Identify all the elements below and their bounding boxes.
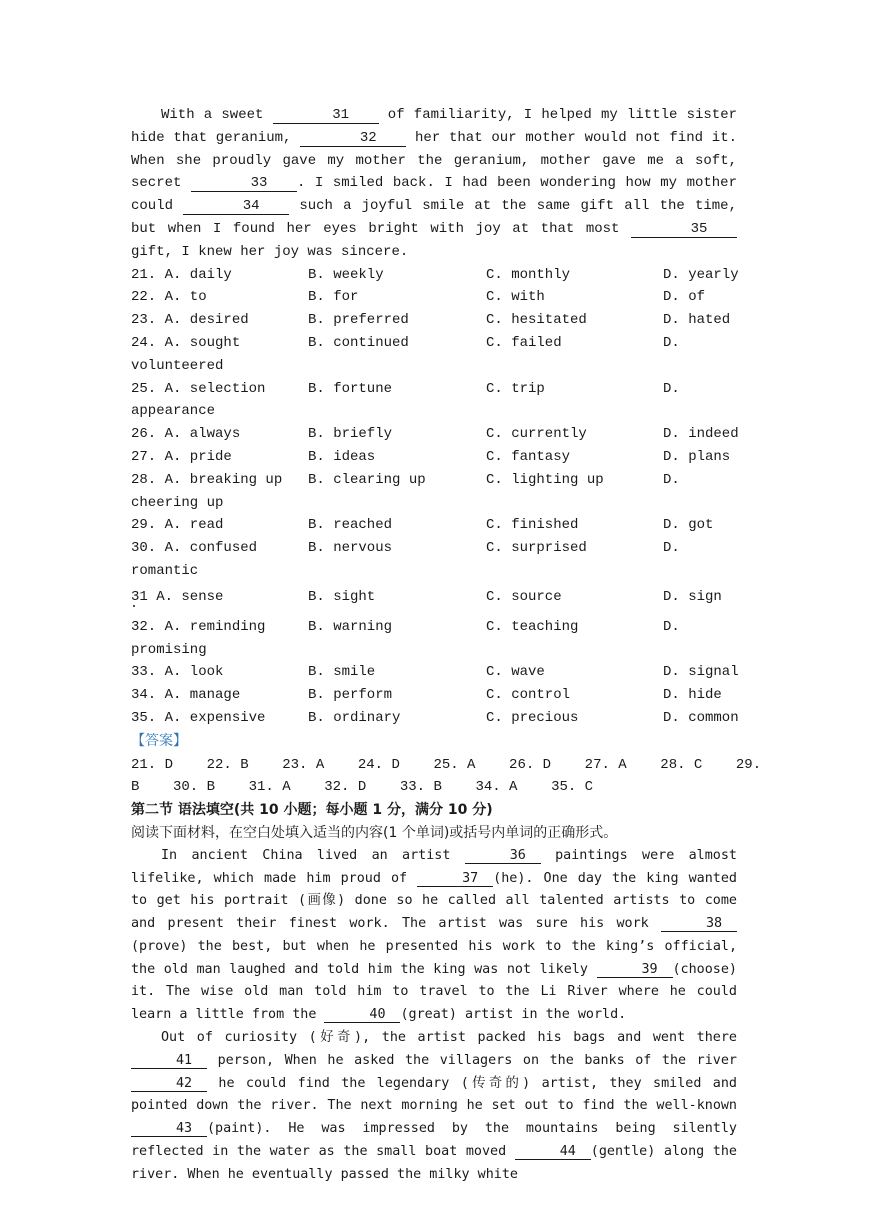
option-d-continued: cheering up — [131, 494, 224, 511]
blank-43: 43 — [131, 1121, 207, 1137]
option-b: B. continued — [308, 334, 409, 351]
option-b: B. preferred — [308, 312, 409, 329]
option-c: C. wave — [486, 664, 545, 681]
option-c: C. currently — [486, 426, 587, 443]
option-a: 35. A. expensive — [131, 709, 266, 726]
option-a: 34. A. manage — [131, 687, 241, 704]
passage-text: her that our mother would not find it. When she proudly gave my mother the geranium, mother gave me a soft, secret — [131, 129, 738, 192]
passage-text: (great) artist in the world. — [400, 1007, 627, 1023]
option-a: 23. A. desired — [131, 312, 249, 329]
option-d: D. of — [663, 289, 706, 306]
option-a: 32. A. reminding — [131, 618, 266, 635]
option-d: D. — [663, 471, 680, 488]
option-c: C. lighting up — [486, 471, 604, 488]
option-b: B. reached — [308, 517, 393, 534]
option-b: B. briefly — [308, 426, 393, 443]
option-d: D. signal — [663, 664, 739, 681]
section-instruction: 阅读下面材料，在空白处填入适当的内容(1 个单词)或括号内单词的正确形式。 — [131, 824, 618, 841]
question-row — [131, 423, 737, 446]
option-b: B. ordinary — [308, 709, 401, 726]
question-row — [131, 286, 737, 309]
option-c: C. trip — [486, 380, 545, 397]
option-b: B. ideas — [308, 448, 376, 465]
question-row — [131, 514, 737, 537]
passage-text: With a sweet — [161, 107, 273, 123]
question-row — [131, 264, 737, 287]
passage-text: (paint). He was impressed by the mountains being silently reflected in the water as the small boat moved — [131, 1121, 737, 1160]
blank-34: 34 — [183, 199, 289, 215]
blank-44: 44 — [515, 1144, 591, 1160]
question-row — [131, 586, 737, 616]
option-d: D. — [663, 334, 680, 351]
option-a: 30. A. confused — [131, 540, 258, 557]
option-a: 25. A. selection — [131, 380, 266, 397]
option-b: B. sight — [308, 588, 376, 605]
option-c: C. with — [486, 289, 545, 306]
option-b: B. clearing up — [308, 471, 426, 488]
passage-text: (choose) it. The wise old man told him to travel to the Li River where he could learn a little from the — [131, 961, 737, 1023]
option-a: 26. A. always — [131, 426, 241, 443]
grammar-passage-para2 — [131, 1027, 737, 1187]
passage-text: (he). One day the king wanted to get his portrait (画像) done so he called all talented artists to come and present their finest work. The artist was sure his work — [131, 870, 737, 932]
option-b: B. warning — [308, 618, 393, 635]
option-b: B. nervous — [308, 540, 393, 557]
question-row — [131, 469, 737, 492]
passage-text: In ancient China lived an artist — [161, 847, 465, 863]
document-page — [131, 104, 762, 1187]
question-row — [131, 707, 737, 730]
passage-text: person, When he asked the villagers on the banks of the river — [207, 1052, 737, 1068]
option-d: D. common — [663, 709, 739, 726]
question-row — [131, 537, 737, 560]
option-a: 22. A. to — [131, 289, 207, 306]
option-d: D. indeed — [663, 426, 739, 443]
option-b: B. for — [308, 289, 359, 306]
option-a: 24. A. sought — [131, 334, 241, 351]
option-d-continued: promising — [131, 641, 207, 658]
question-row — [131, 332, 737, 355]
cloze-passage-part1 — [131, 104, 737, 264]
question-row — [131, 684, 737, 707]
passage-text: he could find the legendary (传奇的) artist, they smiled and pointed down the river. The next morning he set out to find the well-known — [131, 1075, 737, 1114]
blank-40: 40 — [324, 1007, 400, 1023]
passage-text: such a joyful smile at the same gift all the time, but when I found her eyes bright with joy at that most — [131, 198, 737, 237]
option-b: B. perform — [308, 687, 393, 704]
passage-text: Out of curiosity (好奇), the artist packed his bags and went there — [161, 1030, 737, 1046]
option-d: D. — [663, 380, 680, 397]
option-a: 31 A. sense — [131, 586, 223, 609]
option-c: C. finished — [486, 517, 579, 534]
blank-36: 36 — [465, 848, 541, 864]
option-c: C. fantasy — [486, 448, 571, 465]
option-c: C. precious — [486, 709, 579, 726]
option-d: D. sign — [663, 588, 722, 605]
answer-key — [131, 730, 762, 799]
blank-41: 41 — [131, 1053, 207, 1069]
question-row — [131, 446, 737, 469]
option-c: C. surprised — [486, 540, 587, 557]
option-a: 29. A. read — [131, 517, 224, 534]
option-d-continued: appearance — [131, 403, 216, 420]
option-a: 33. A. look — [131, 664, 224, 681]
passage-text: . I smiled back. I had been wondering how my mother could — [131, 175, 737, 215]
blank-42: 42 — [131, 1076, 207, 1092]
option-a: 27. A. pride — [131, 448, 232, 465]
option-c: C. monthly — [486, 266, 571, 283]
question-row — [131, 309, 737, 332]
option-b: B. weekly — [308, 266, 384, 283]
option-c: C. control — [486, 687, 571, 704]
answer-line2: B 30. B 31. A 32. D 33. B 34. A 35. C — [131, 779, 594, 796]
option-d: D. hated — [663, 312, 731, 329]
grammar-passage-para1 — [131, 845, 737, 1027]
blank-35: 35 — [631, 222, 737, 238]
blank-38: 38 — [661, 916, 737, 932]
option-d: D. — [663, 618, 680, 635]
option-c: C. failed — [486, 334, 562, 351]
option-b: B. fortune — [308, 380, 393, 397]
answer-tag: 【答案】 — [131, 732, 187, 749]
option-c: C. teaching — [486, 618, 579, 635]
option-d: D. plans — [663, 448, 731, 465]
option-d-continued: romantic — [131, 562, 199, 579]
blank-37: 37 — [417, 871, 493, 887]
passage-text: (prove) the best, but when he presented his work to the king’s official, the old man laughed and told him the king was not likely — [131, 938, 737, 977]
option-d: D. — [663, 540, 680, 557]
blank-39: 39 — [597, 962, 673, 978]
option-d: D. got — [663, 517, 714, 534]
option-a: 21. A. daily — [131, 266, 232, 283]
section-heading: 第二节 语法填空(共 10 小题；每小题 1 分，满分 10 分) — [131, 802, 493, 819]
passage-text: (gentle) along the river. When he eventually passed the milky white — [131, 1144, 737, 1182]
option-d: D. yearly — [663, 266, 739, 283]
question-row — [131, 661, 737, 684]
passage-text: paintings were almost lifelike, which made him proud of — [131, 847, 737, 886]
passage-text: of familiarity, I helped my little sister hide that geranium, — [131, 107, 738, 146]
option-d-continued: volunteered — [131, 357, 224, 374]
question-row — [131, 616, 737, 639]
blank-33: 33 — [191, 176, 297, 192]
blank-32: 32 — [300, 131, 406, 147]
option-c: C. hesitated — [486, 312, 587, 329]
options-list — [131, 264, 737, 730]
answer-line1: 21. D 22. B 23. A 24. D 25. A 26. D 27. A 28. C 29. — [131, 756, 762, 773]
passage-text: gift, I knew her joy was sincere. — [131, 243, 409, 260]
option-d: D. hide — [663, 687, 722, 704]
option-a: 28. A. breaking up — [131, 471, 283, 488]
option-b: B. smile — [308, 664, 376, 681]
blank-31: 31 — [273, 108, 379, 124]
option-c: C. source — [486, 588, 562, 605]
question-row — [131, 378, 737, 401]
